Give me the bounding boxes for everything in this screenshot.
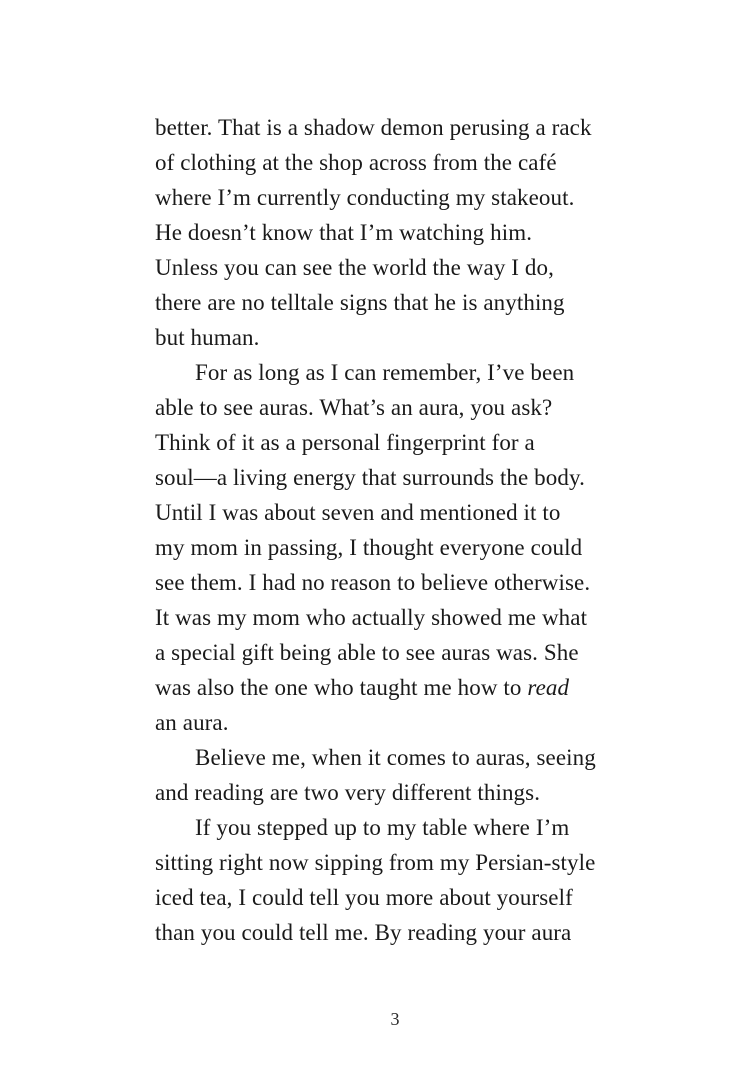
text-segment: able to see auras. What’s an aura, you ask?	[155, 395, 553, 420]
text-segment: of clothing at the shop across from the café	[155, 150, 557, 175]
text-line	[155, 705, 645, 740]
text-line	[155, 215, 645, 250]
text-line	[155, 635, 645, 670]
text-line	[155, 810, 645, 845]
text-segment: Think of it as a personal fingerprint for a	[155, 430, 535, 455]
page-number: 3	[390, 1009, 400, 1029]
text-segment: and reading are two very different things.	[155, 780, 541, 805]
text-segment: For as long as I can remember, I’ve been	[195, 360, 575, 385]
text-line	[155, 320, 645, 355]
text-segment: Believe me, when it comes to auras, seeing	[195, 745, 596, 770]
text-line	[155, 600, 645, 635]
paragraph	[155, 355, 645, 740]
text-segment: there are no telltale signs that he is anything	[155, 290, 565, 315]
text-line	[155, 565, 645, 600]
text-line	[155, 355, 645, 390]
text-segment: He doesn’t know that I’m watching him.	[155, 220, 533, 245]
text-segment: better. That is a shadow demon perusing a rack	[155, 115, 592, 140]
italic-text: read	[527, 675, 570, 700]
text-line	[155, 845, 645, 880]
paragraph	[155, 110, 645, 355]
text-segment: If you stepped up to my table where I’m	[195, 815, 570, 840]
text-segment: It was my mom who actually showed me what	[155, 605, 588, 630]
text-segment: Unless you can see the world the way I do,	[155, 255, 554, 280]
text-line	[155, 285, 645, 320]
paragraph	[155, 810, 645, 950]
text-segment: was also the one who taught me how to	[155, 675, 528, 700]
text-segment: where I’m currently conducting my stakeout.	[155, 185, 575, 210]
text-line	[155, 425, 645, 460]
text-segment: see them. I had no reason to believe otherwise.	[155, 570, 591, 595]
text-segment: but human.	[155, 325, 260, 350]
text-line	[155, 390, 645, 425]
text-line	[155, 460, 645, 495]
text-segment: my mom in passing, I thought everyone could	[155, 535, 583, 560]
text-segment: than you could tell me. By reading your aura	[155, 920, 572, 945]
paragraph	[155, 740, 645, 810]
text-segment: sitting right now sipping from my Persian-style	[155, 850, 596, 875]
text-segment: an aura.	[155, 710, 229, 735]
text-line	[155, 915, 645, 950]
text-segment: soul—a living energy that surrounds the body.	[155, 465, 585, 490]
text-line	[155, 530, 645, 565]
text-segment: Until I was about seven and mentioned it to	[155, 500, 561, 525]
text-segment: iced tea, I could tell you more about yourself	[155, 885, 573, 910]
text-line	[155, 145, 645, 180]
text-segment: a special gift being able to see auras was. She	[155, 640, 579, 665]
text-line	[155, 775, 645, 810]
text-line	[155, 110, 645, 145]
text-line	[155, 250, 645, 285]
text-line	[155, 495, 645, 530]
text-line	[155, 670, 645, 705]
body-text	[155, 110, 645, 950]
text-line	[155, 740, 645, 775]
text-line	[155, 180, 645, 215]
text-line	[155, 880, 645, 915]
